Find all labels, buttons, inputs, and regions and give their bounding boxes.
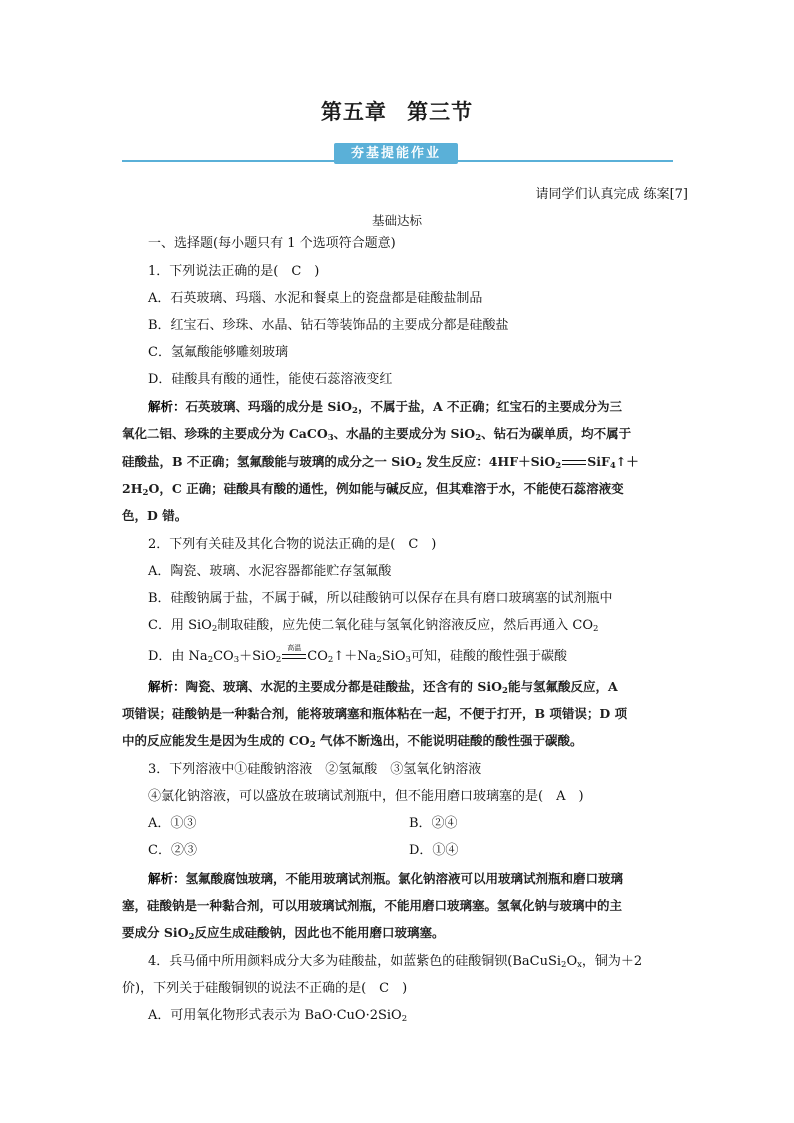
option-text: ↑＋Na [333,649,377,664]
subscript: 2 [561,960,567,970]
q3-option-c: C．②③ [148,843,197,858]
explanation-text: 、钻石为碳单质，均不属于 [481,426,632,441]
subscript: 2 [327,655,334,665]
subscript: 2 [415,461,422,471]
explanation-text: SiF [587,454,610,469]
q2-explanation-line [148,677,618,701]
subscript: 2 [475,433,482,443]
option-text: CO [307,649,328,664]
q3-option-a: A．①③ [148,816,197,831]
subscript: 2 [592,624,599,634]
q3-option-b: B．②④ [409,816,458,831]
q2-option-b: B．硅酸钠属于盐，不属于碱，所以硅酸钠可以保存在具有磨口玻璃塞的试剂瓶中 [148,591,613,606]
explanation-text: 、水晶的主要成分为 SiO [333,426,476,441]
subscript: 2 [376,655,382,665]
reaction-condition [281,644,307,667]
explanation-text: 硅酸盐，B 不正确；氢氟酸能与玻璃的成分之一 SiO [122,454,416,469]
explanation-text: 石英玻璃、玛瑙的成分是 SiO [185,399,353,414]
explanation-text: 要成分 SiO [122,925,189,940]
option-text: C．用 SiO [148,618,212,633]
explanation-label: 解析： [148,871,186,886]
option-text: 制取硅酸，应先使二氧化硅与氢氧化钠溶液反应，然后再通入 CO [217,618,593,633]
subscript: 2 [142,488,149,498]
q4-stem-continued: 价)，下列关于硅酸铜钡的说法不正确的是( C ) [122,981,408,996]
section-heading: 基础达标 [371,213,422,228]
explanation-text: 发生反应：4HF＋SiO [421,454,556,469]
explanation-text: 中的反应能发生是因为生成的 CO [122,733,310,748]
subscript: 2 [352,406,358,416]
q2-stem: 2．下列有关硅及其化合物的说法正确的是( C ) [148,537,437,552]
stem-text: ，铜为＋2 [581,954,643,969]
q3-stem: 3．下列溶液中①硅酸钠溶液 ②氢氟酸 ③氢氧化钠溶液 [148,762,482,777]
subscript: 2 [502,686,508,696]
option-text: CO [213,649,234,664]
q3-explanation-line: 塞，硅酸钠是一种黏合剂，可以用玻璃试剂瓶，不能用磨口玻璃塞。氢氧化钠与玻璃中的主 [122,898,623,913]
subscript: 2 [555,461,562,471]
explanation-text: 2H [122,481,143,496]
explanation-text: 陶瓷、玻璃、水泥的主要成分都是硅酸盐，还含有的 SiO [185,679,503,694]
q1-option-c: C．氢氟酸能够雕刻玻璃 [148,345,288,360]
q3-explanation-line [148,869,623,889]
q1-explanation-line [122,452,639,476]
q1-option-b: B．红宝石、珍珠、水晶、钻石等装饰品的主要成分都是硅酸盐 [148,318,509,333]
q4-option-a [148,1006,407,1029]
q1-explanation-line [122,424,631,448]
explanation-text: 氢氟酸腐蚀玻璃，不能用玻璃试剂瓶。氯化钠溶液可以用玻璃试剂瓶和磨口玻璃 [185,871,624,886]
q2-explanation-line: 项错误；硅酸钠是一种黏合剂，能将玻璃塞和瓶体粘在一起，不便于打开，B 项错误；D 项 [122,706,628,721]
q1-stem: 1．下列说法正确的是( C ) [148,264,320,279]
stem-text: 4．兵马俑中所用颜料成分大多为硅酸盐，如蓝紫色的硅酸铜钡(BaCuSi [148,954,562,969]
explanation-label: 解析： [148,679,186,694]
q4-stem [148,952,642,975]
explanation-text: ，不属于盐，A 不正确；红宝石的主要成分为三 [357,399,623,414]
q2-explanation-line [122,731,582,755]
explanation-text: O，C 正确；硅酸具有酸的通性，例如能与碱反应，但其难溶于水，不能使石蕊溶液变 [148,481,624,496]
q1-option-d: D．硅酸具有酸的通性，能使石蕊溶液变红 [148,372,393,387]
subscript: 2 [309,740,316,750]
subscript: 3 [327,433,334,443]
option-text: A．可用氧化物形式表示为 BaO·CuO·2SiO [148,1008,402,1023]
subscript: 4 [609,461,616,471]
stem-text: O [566,954,578,969]
option-text: D．由 Na [148,649,208,664]
option-text: SiO [381,649,406,664]
q1-explanation-line: 色，D 错。 [122,508,188,523]
condition-label: 高温 [287,644,302,652]
q2-option-a: A．陶瓷、玻璃、水泥容器都能贮存氢氟酸 [148,564,392,579]
q3-option-d: D．①④ [409,843,459,858]
chapter-title: 第五章 第三节 [320,100,474,124]
subscript: 2 [275,655,282,665]
q3-stem-continued: ④氯化钠溶液，可以盛放在玻璃试剂瓶中，但不能用磨口玻璃塞的是( A ) [148,789,584,804]
explanation-label: 解析： [148,399,186,414]
subscript: 3 [405,655,411,665]
equals-sign-icon [562,460,586,465]
q2-option-d [148,644,567,670]
option-text: 可知，硅酸的酸性强于碳酸 [410,649,567,664]
explanation-text: 气体不断逸出，不能说明硅酸的酸性强于碳酸。 [315,733,583,748]
part-one-heading: 一、选择题(每小题只有 1 个选项符合题意) [148,236,396,251]
subscript: 2 [188,932,195,942]
explanation-text: 反应生成硅酸钠，因此也不能用磨口玻璃塞。 [194,925,445,940]
explanation-text: 能与氢氟酸反应，A [507,679,618,694]
option-text: ＋SiO [239,649,276,664]
q1-option-a: A．石英玻璃、玛瑙、水泥和餐桌上的瓷盘都是硅酸盐制品 [148,291,483,306]
subscript: x [577,960,582,970]
section-banner [334,143,458,164]
q2-option-c [148,616,598,639]
reminder-text: 请同学们认真完成 练案[7] [535,187,688,202]
banner-label: 夯基提能作业 [350,146,441,161]
subscript: 2 [211,624,218,634]
explanation-text: ↑＋ [615,454,639,469]
explanation-text: 氧化二铝、珍珠的主要成分为 CaCO [122,426,328,441]
subscript: 2 [207,655,214,665]
q1-explanation-line [148,397,622,421]
subscript: 3 [233,655,240,665]
q3-explanation-line [122,923,444,947]
q1-explanation-line [122,479,624,503]
subscript: 2 [401,1014,408,1024]
